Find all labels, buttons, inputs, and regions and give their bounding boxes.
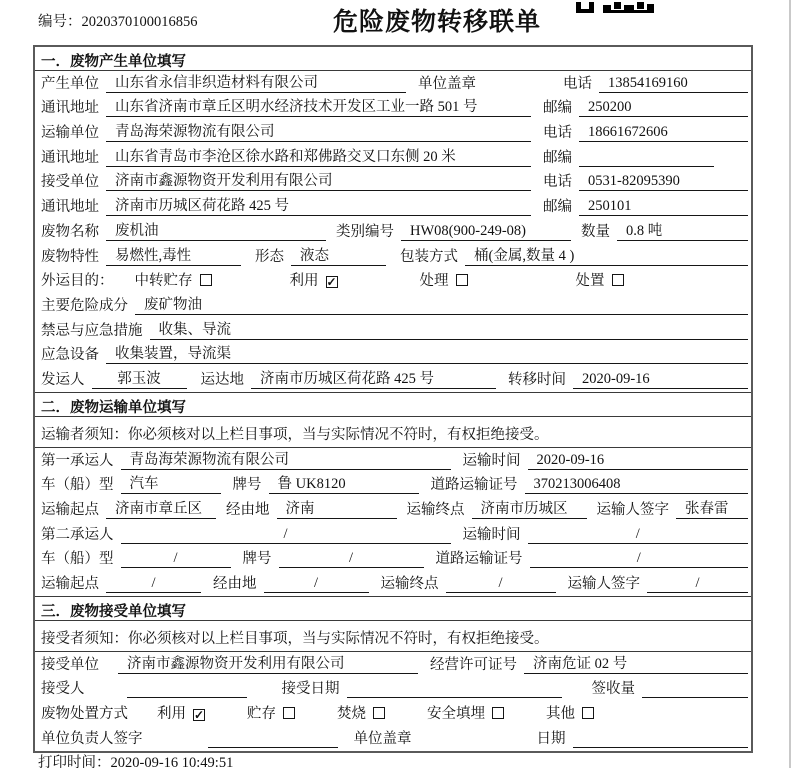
- carrier2-label: 第二承运人: [41, 526, 114, 543]
- form-row-vehicle2: [35, 547, 751, 572]
- transporter-label: 运输单位: [41, 125, 99, 142]
- form-row-vehicle1: [35, 473, 751, 498]
- checkbox-icon: [582, 707, 594, 719]
- print-time: [38, 751, 233, 768]
- phone2-label: 电话: [543, 125, 572, 142]
- form-state-label: 形态: [255, 248, 284, 265]
- form-row-address2: [35, 145, 751, 170]
- checkbox-checked-icon: ✓: [326, 275, 337, 290]
- option-label: 其他: [546, 706, 575, 723]
- form-row-address1: [35, 96, 751, 121]
- checkbox-icon: [200, 274, 212, 286]
- hazard-label: 主要危险成分: [41, 297, 128, 314]
- purpose-option-treat: [420, 269, 468, 290]
- plate1-label: 牌号: [232, 477, 262, 494]
- page-edge-divider: [789, 0, 791, 768]
- serial-number: [38, 10, 198, 31]
- phone1-label: 电话: [563, 75, 592, 92]
- sign1-label: 运输人签字: [596, 502, 669, 518]
- license-label: 经营许可证号: [430, 656, 517, 673]
- option-label: 贮存: [247, 706, 276, 723]
- date2-label: 日期: [536, 730, 566, 747]
- end2-value: /: [446, 575, 556, 593]
- form-row-receiver: [35, 170, 751, 195]
- section3-title: 三．废物接受单位填写: [35, 597, 751, 621]
- form-row-receive-person: [35, 677, 751, 702]
- license-value: 济南危证 02 号: [524, 652, 748, 674]
- destination-label: 运达地: [200, 371, 244, 388]
- taboo-label: 禁忌与应急措施: [41, 322, 143, 339]
- transfer-time-label: 转移时间: [508, 371, 566, 388]
- receive-date-label: 接受日期: [281, 681, 340, 698]
- option-label: 利用: [289, 273, 319, 290]
- phone1-value: 13854169160: [599, 75, 748, 93]
- time1-value: 2020-09-16: [528, 452, 749, 470]
- end2-label: 运输终点: [380, 576, 439, 593]
- permit1-value: 370213006408: [525, 476, 749, 494]
- section1-title: 一．废物产生单位填写: [35, 47, 751, 71]
- form-row-head-signature: [35, 726, 751, 751]
- category-label: 类别编号: [336, 223, 394, 240]
- purpose-option-dispose: [576, 269, 624, 290]
- serial-value: 2020370100016856: [81, 14, 198, 30]
- carrier2-value: /: [121, 526, 451, 544]
- plate2-label: 牌号: [242, 551, 272, 568]
- unit-seal-label: 单位盖章: [353, 730, 412, 747]
- manifest-form: [33, 45, 753, 753]
- print-time-label: 打印时间：: [38, 755, 111, 768]
- form-row-shipper: [35, 367, 751, 392]
- addr3-label: 通讯地址: [41, 199, 99, 216]
- vehicle1-value: 汽车: [121, 472, 221, 494]
- addr1-label: 通讯地址: [41, 100, 99, 117]
- zip3-label: 邮编: [543, 199, 572, 216]
- form-row-carrier2: [35, 522, 751, 547]
- zip3-value: 250101: [579, 198, 748, 216]
- section-generator: [35, 47, 751, 392]
- origin1-label: 运输起点: [41, 502, 99, 518]
- end1-label: 运输终点: [406, 502, 465, 518]
- vehicle2-value: /: [121, 550, 231, 568]
- company-seal-label: 单位盖章: [418, 75, 476, 92]
- carrier1-value: 青岛海荣源物流有限公司: [121, 448, 451, 470]
- form-row-route1: [35, 497, 751, 522]
- form-row-waste-name: [35, 219, 751, 244]
- receiver-value: 济南市鑫源物资开发利用有限公司: [106, 169, 531, 191]
- waste-name-label: 废物名称: [41, 223, 99, 240]
- category-value: HW08(900-249-08): [401, 223, 571, 241]
- receive-unit-value: 济南市鑫源物资开发利用有限公司: [118, 652, 418, 674]
- zip1-label: 邮编: [543, 100, 572, 117]
- permit2-value: /: [530, 550, 749, 568]
- zip2-label: 邮编: [543, 149, 572, 166]
- receiver-label: 接受单位: [41, 174, 99, 191]
- transporter-value: 青岛海荣源物流有限公司: [106, 120, 531, 142]
- receive-person-label: 接受人: [41, 681, 85, 698]
- checkbox-icon: [492, 707, 504, 719]
- permit1-label: 道路运输证号: [430, 477, 518, 494]
- trait-label: 废物特性: [41, 248, 99, 265]
- receive-person-value: [127, 697, 247, 698]
- form-row-receive-unit: [35, 652, 751, 677]
- addr2-value: 山东省青岛市李沧区徐水路和郑佛路交叉口东侧 20 米: [106, 145, 531, 167]
- checkbox-icon: [456, 274, 468, 286]
- section2-title: 二．废物运输单位填写: [35, 393, 751, 417]
- shipper-value: 郭玉波: [92, 367, 187, 389]
- option-label: 处理: [419, 273, 449, 290]
- zip1-value: 250200: [579, 99, 748, 117]
- purpose-label: 外运目的：: [41, 273, 114, 290]
- equipment-label: 应急设备: [41, 347, 99, 364]
- time2-label: 运输时间: [462, 526, 521, 543]
- sign1-value: 张春雷: [676, 497, 748, 519]
- qr-code-fragment-icon: [576, 0, 654, 11]
- checkbox-icon: [612, 274, 624, 286]
- destination-value: 济南市历城区荷花路 425 号: [251, 367, 496, 389]
- signed-amount-label: 签收量: [591, 681, 635, 698]
- zip2-value: [579, 166, 714, 167]
- transporter-notice: 运输者须知：你必须核对以上栏目事项，当与实际情况不符时，有权拒绝接受。: [35, 417, 751, 448]
- form-row-hazard: [35, 293, 751, 318]
- option-label: 利用: [157, 706, 186, 723]
- vehicle2-label: 车（船）型: [41, 551, 114, 568]
- permit2-label: 道路运输证号: [435, 551, 523, 568]
- packing-label: 包装方式: [400, 248, 458, 265]
- taboo-value: 收集、导流: [150, 318, 749, 340]
- time2-value: /: [528, 526, 749, 544]
- head-sign-value: [208, 747, 338, 748]
- checkbox-icon: [283, 707, 295, 719]
- disposal-option-landfill: [427, 702, 504, 723]
- form-row-purpose: [35, 269, 751, 294]
- receive-unit-label: 接受单位: [41, 656, 99, 673]
- disposal-option-reuse: [157, 702, 205, 723]
- form-row-disposal: [35, 701, 751, 726]
- section-transporter: [35, 392, 751, 596]
- addr1-value: 山东省济南市章丘区明水经济技术开发区工业一路 501 号: [106, 95, 531, 117]
- addr2-label: 通讯地址: [41, 149, 99, 166]
- checkbox-icon: [373, 707, 385, 719]
- origin2-value: /: [106, 575, 201, 593]
- phone2-value: 18661672606: [579, 124, 748, 142]
- signed-amount-value: [642, 697, 748, 698]
- phone3-label: 电话: [543, 174, 572, 191]
- receive-date-value: [347, 697, 562, 698]
- form-row-route2: [35, 571, 751, 596]
- end1-value: 济南市历城区: [472, 497, 587, 519]
- option-label: 中转贮存: [134, 273, 193, 290]
- date2-value: [573, 747, 749, 748]
- plate2-value: /: [279, 550, 424, 568]
- option-label: 处置: [575, 273, 605, 290]
- phone3-value: 0531-82095390: [579, 173, 748, 191]
- form-row-carrier1: [35, 448, 751, 473]
- sign2-label: 运输人签字: [567, 576, 640, 593]
- waste-name-value: 废机油: [106, 219, 326, 241]
- hazard-value: 废矿物油: [135, 293, 748, 315]
- vehicle1-label: 车（船）型: [41, 477, 114, 494]
- sign2-value: /: [647, 575, 748, 593]
- time1-label: 运输时间: [462, 452, 521, 469]
- disposal-option-other: [546, 702, 594, 723]
- section-receiver: [35, 596, 751, 751]
- origin1-value: 济南市章丘区: [106, 497, 216, 519]
- disposal-label: 废物处置方式: [41, 706, 128, 723]
- trait-value: 易燃性,毒性: [106, 244, 241, 266]
- disposal-option-incinerate: [337, 702, 385, 723]
- via1-value: 济南: [277, 497, 397, 519]
- form-row-transporter: [35, 120, 751, 145]
- page-title: 危险废物转移联单: [333, 9, 542, 36]
- generator-label: 产生单位: [41, 75, 99, 92]
- purpose-option-reuse: [290, 269, 338, 290]
- receiver-notice: 接受者须知：你必须核对以上栏目事项，当与实际情况不符时，有权拒绝接受。: [35, 621, 751, 652]
- head-sign-label: 单位负责人签字: [41, 730, 143, 747]
- origin2-label: 运输起点: [41, 576, 99, 593]
- quantity-label: 数量: [581, 223, 610, 240]
- form-row-equipment: [35, 343, 751, 368]
- option-label: 安全填埋: [427, 706, 485, 723]
- generator-value: 山东省永信非织造材料有限公司: [106, 71, 406, 93]
- carrier1-label: 第一承运人: [41, 452, 114, 469]
- option-label: 焚烧: [337, 706, 366, 723]
- serial-label: 编号：: [38, 14, 82, 30]
- checkbox-checked-icon: ✓: [194, 708, 205, 723]
- form-row-address3: [35, 194, 751, 219]
- shipper-label: 发运人: [41, 371, 85, 388]
- via2-value: /: [264, 575, 369, 593]
- form-state-value: 液态: [291, 244, 386, 266]
- disposal-option-storage: [247, 702, 295, 723]
- plate1-value: 鲁 UK8120: [269, 472, 419, 494]
- via2-label: 经由地: [213, 576, 257, 593]
- print-time-value: 2020-09-16 10:49:51: [110, 755, 234, 768]
- addr3-value: 济南市历城区荷花路 425 号: [106, 194, 531, 216]
- packing-value: 桶(金属,数量 4 ): [465, 244, 748, 266]
- form-row-traits: [35, 244, 751, 269]
- transfer-time-value: 2020-09-16: [573, 371, 748, 389]
- purpose-option-storage: [135, 269, 212, 290]
- equipment-value: 收集装置，导流渠: [106, 342, 748, 364]
- form-row-generator: [35, 71, 751, 96]
- form-row-taboo: [35, 318, 751, 343]
- via1-label: 经由地: [226, 502, 270, 518]
- quantity-value: 0.8 吨: [617, 219, 748, 241]
